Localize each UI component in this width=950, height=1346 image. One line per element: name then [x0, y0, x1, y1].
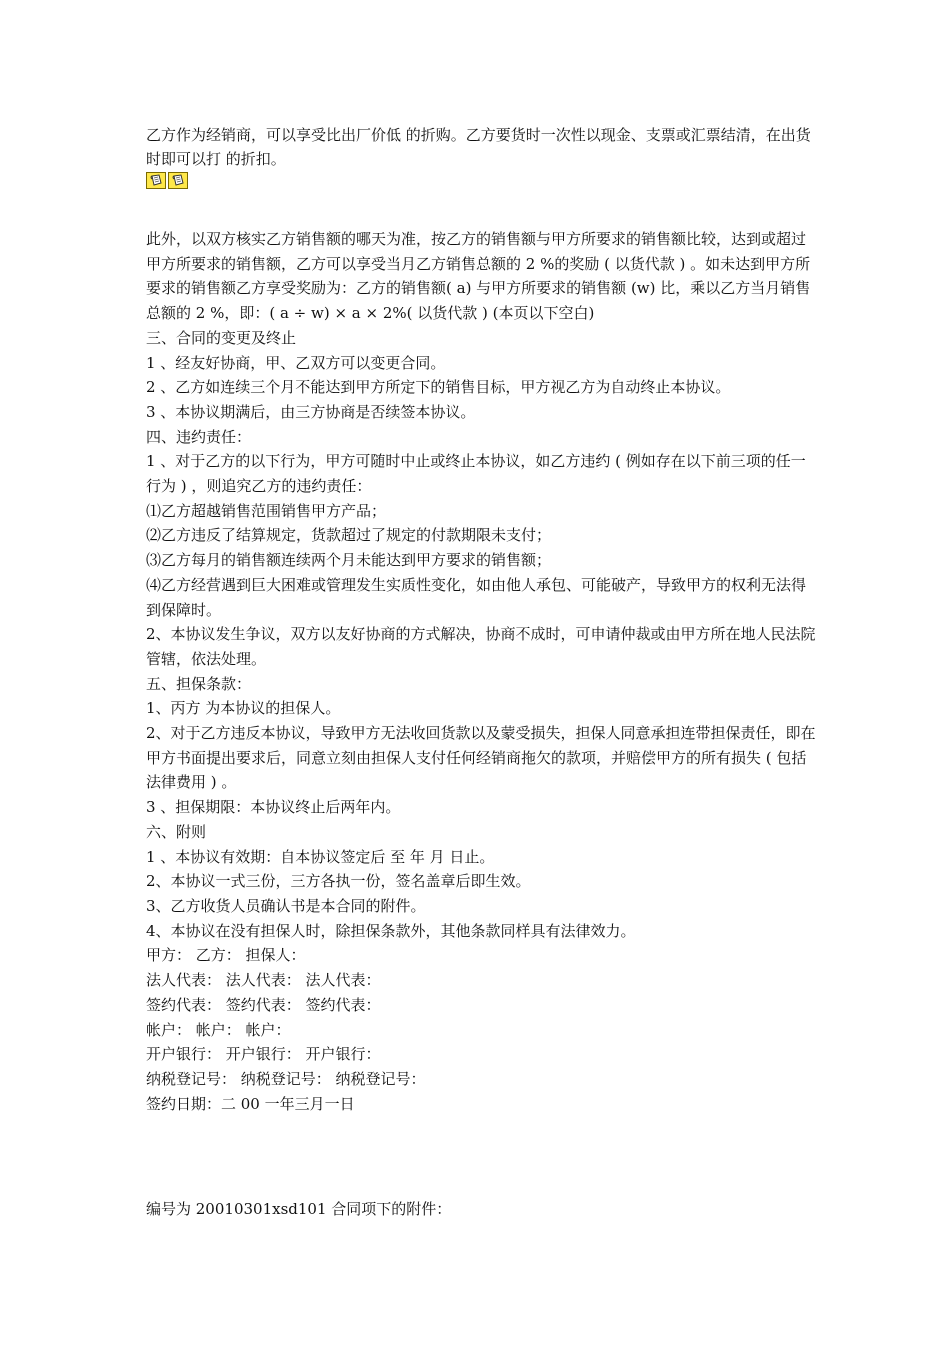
clause: 1 、对于乙方的以下行为，甲方可随时中止或终止本协议，如乙方违约 ( 例如存在以下前三项的任一行为 ) ，则追究乙方的违约责任： — [146, 452, 806, 496]
scroll-icon — [168, 172, 188, 189]
sub-clause: ⑴乙方超越销售范围销售甲方产品； — [146, 501, 387, 520]
attachment-heading: 编号为 20010301xsd101 合同项下的附件： — [146, 1200, 452, 1218]
clause: 4、本协议在没有担保人时，除担保条款外，其他条款同样具有法律效力。 — [146, 921, 636, 940]
sub-clause: ⑷乙方经营遇到巨大困难或管理发生实质性变化，如由他人承包、可能破产，导致甲方的权利无法得到保障时。 — [146, 575, 807, 619]
clause: 2、本协议一式三份，三方各执一份，签名盖章后即生效。 — [146, 872, 531, 891]
signature-line: 法人代表： 法人代表： 法人代表： — [146, 971, 381, 990]
signature-line: 开户银行： 开户银行： 开户银行： — [146, 1045, 381, 1064]
section-heading: 三、合同的变更及终止 — [146, 328, 297, 347]
clause: 3、乙方收货人员确认书是本合同的附件。 — [146, 896, 426, 915]
section-heading: 四、违约责任： — [146, 427, 252, 446]
scroll-icon — [146, 172, 166, 189]
intro-paragraph: 乙方作为经销商，可以享受比出厂价低 的折购。乙方要货时一次性以现金、支票或汇票结清，在出货时即可以打 的折扣。 — [146, 126, 811, 168]
contract-body — [146, 227, 818, 1116]
signing-date: 签约日期：二 00 一年三月一日 — [146, 1094, 355, 1113]
clause: 3 、本协议期满后，由三方协商是否续签本协议。 — [146, 402, 476, 421]
signature-line: 纳税登记号： 纳税登记号： 纳税登记号： — [146, 1069, 426, 1088]
icon-group — [146, 172, 188, 191]
reward-paragraph: 此外，以双方核实乙方销售额的哪天为准，按乙方的销售额与甲方所要求的销售额比较，达到或超过甲方所要求的销售额，乙方可以享受当月乙方销售总额的 2 %的奖励 ( 以货代款 ) 。如未达到甲方所要求的销售额乙方享受奖励为：乙方的销售额( a) 与甲方所要求的销售额 (w) 比，乘以乙方当月销售总额的 2 %，即：( a ÷ w) × a × 2%( 以货代款 ) (本页以下空白) — [146, 230, 811, 323]
section-heading: 六、附则 — [146, 822, 207, 841]
clause: 3 、担保期限：本协议终止后两年内。 — [146, 798, 401, 817]
sub-clause: ⑵乙方违反了结算规定，货款超过了规定的付款期限未支付； — [146, 526, 552, 545]
clause: 1、丙方 为本协议的担保人。 — [146, 699, 341, 718]
clause: 1 、本协议有效期：自本协议签定后 至 年 月 日止。 — [146, 847, 495, 866]
signature-line: 帐户： 帐户： 帐户： — [146, 1020, 291, 1039]
clause: 2 、乙方如连续三个月不能达到甲方所定下的销售目标，甲方视乙方为自动终止本协议。 — [146, 378, 731, 397]
clause: 1 、经友好协商，甲、乙双方可以变更合同。 — [146, 353, 446, 372]
clause: 2、本协议发生争议，双方以友好协商的方式解决，协商不成时，可申请仲裁或由甲方所在地人民法院管辖，依法处理。 — [146, 625, 816, 668]
sub-clause: ⑶乙方每月的销售额连续两个月未能达到甲方要求的销售额； — [146, 551, 552, 570]
signature-line: 甲方： 乙方： 担保人： — [146, 946, 306, 965]
clause: 2、对于乙方违反本协议，导致甲方无法收回货款以及蒙受损失，担保人同意承担连带担保责任，即在甲方书面提出要求后，同意立刻由担保人支付任何经销商拖欠的款项，并赔偿甲方的所有损失 ( 包括法律费用 ) 。 — [146, 724, 816, 792]
section-heading: 五、担保条款： — [146, 674, 252, 693]
signature-line: 签约代表： 签约代表： 签约代表： — [146, 995, 381, 1014]
